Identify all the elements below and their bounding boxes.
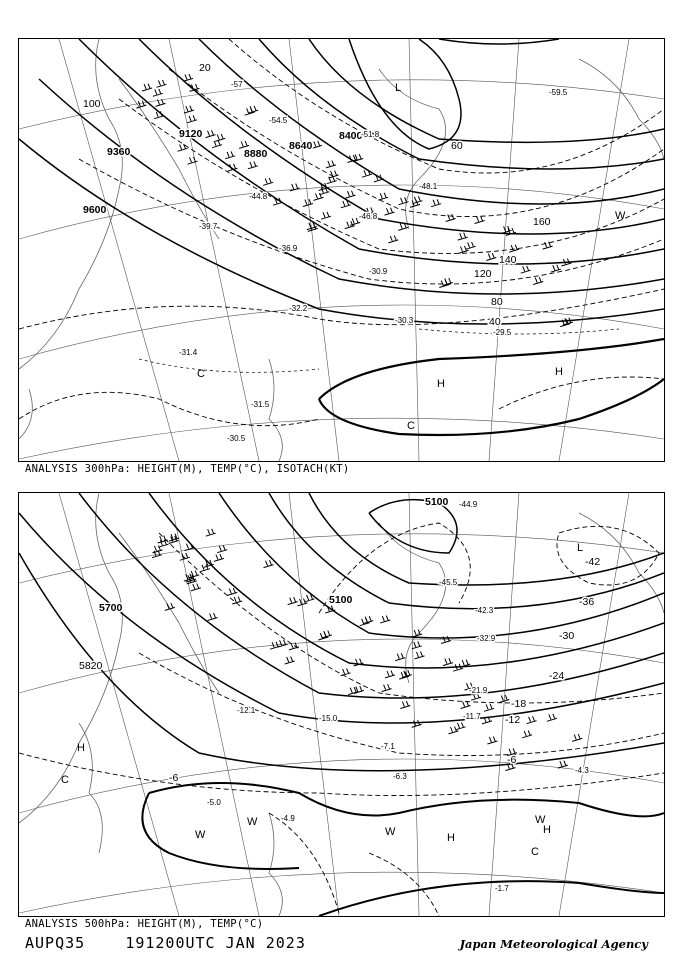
temp-label: -45.5 xyxy=(439,578,458,587)
isotherm-label: -18 xyxy=(511,698,527,710)
high-pressure-marker: H xyxy=(447,832,455,844)
wind-barb xyxy=(248,106,258,113)
wind-barb xyxy=(484,704,494,711)
temp-label: -59.5 xyxy=(549,88,568,97)
wind-barb xyxy=(153,89,163,96)
isotherms xyxy=(19,523,664,916)
isotherm-label: -30 xyxy=(559,630,575,642)
panel-caption-300hpa: ANALYSIS 300hPa: HEIGHT(M), TEMP(°C), ISOTACH(KT) xyxy=(25,463,350,475)
temp-label: -5.0 xyxy=(207,798,221,807)
cold-center-marker: C xyxy=(61,774,69,786)
isotach-label: 100 xyxy=(83,98,101,110)
temp-label: -39.7 xyxy=(199,222,218,231)
high-pressure-marker: H xyxy=(437,378,445,390)
height-label: 9600 xyxy=(83,204,107,216)
temp-label: -30.9 xyxy=(369,267,388,276)
wind-barb xyxy=(509,245,519,252)
wind-barb xyxy=(400,701,410,708)
wind-barb xyxy=(362,170,372,177)
wind-barb xyxy=(263,178,273,185)
wind-barb xyxy=(142,84,152,91)
wind-barb xyxy=(486,253,496,260)
wind-barb xyxy=(388,236,398,243)
wind-barb xyxy=(461,701,471,708)
wind-barb xyxy=(228,164,238,171)
graticule xyxy=(19,39,664,461)
high-pressure-marker: H xyxy=(543,824,551,836)
wind-barb xyxy=(264,560,274,567)
wind-barb xyxy=(208,613,218,620)
wind-barb xyxy=(188,157,198,164)
wind-barb xyxy=(321,212,331,219)
isotherm-label: -36 xyxy=(579,596,595,608)
temp-label: -57 xyxy=(231,80,243,89)
wind-barb xyxy=(443,658,453,665)
wind-barb xyxy=(446,214,456,221)
wind-barb xyxy=(410,200,420,207)
map-panel-300hpa xyxy=(18,38,665,462)
wind-barb xyxy=(456,722,466,729)
isotach-label: 120 xyxy=(474,268,492,280)
isotach-label: 60 xyxy=(451,140,463,152)
height-contours xyxy=(19,39,664,324)
temp-label: -21.9 xyxy=(469,686,488,695)
wind-barb xyxy=(158,536,168,543)
isotherm-label: -12 xyxy=(505,714,521,726)
temp-label: -15.0 xyxy=(319,714,338,723)
wind-barb xyxy=(187,115,197,122)
wind-barb xyxy=(547,714,557,721)
wind-barb xyxy=(385,671,395,678)
wind-barb xyxy=(217,545,227,552)
height-label: 5100 xyxy=(329,594,353,606)
temp-label: -54.5 xyxy=(269,116,288,125)
temp-label: -30.5 xyxy=(227,434,246,443)
wind-barb xyxy=(312,141,322,148)
height-label: 8640 xyxy=(289,140,313,152)
wind-barb xyxy=(558,761,568,768)
temp-label: -48.1 xyxy=(419,182,438,191)
temp-label: -11.7 xyxy=(463,712,481,721)
wind-barb xyxy=(412,720,422,727)
low-pressure-marker: L xyxy=(577,542,584,554)
wind-barb xyxy=(346,191,356,198)
wind-barb xyxy=(521,266,531,273)
wind-barb xyxy=(533,277,543,284)
warm-center-marker: W xyxy=(195,829,206,841)
temp-label: -1.7 xyxy=(495,884,509,893)
wind-barb xyxy=(458,233,468,240)
isotherm-label: -6 xyxy=(169,772,179,784)
warm-center-marker: W xyxy=(247,816,258,828)
warm-center-marker: W xyxy=(385,826,396,838)
wind-barb xyxy=(385,208,395,215)
isotach-label: 20 xyxy=(199,62,211,74)
map-500hpa-canvas xyxy=(19,493,664,916)
wind-barb xyxy=(184,106,194,113)
wind-barb xyxy=(395,653,405,660)
isotherms xyxy=(139,329,619,372)
panel-caption-500hpa: ANALYSIS 500hPa: HEIGHT(M), TEMP(°C) xyxy=(25,918,264,930)
wind-barb xyxy=(298,599,308,606)
height-label: 9120 xyxy=(179,128,203,140)
wind-barb xyxy=(382,684,392,691)
map-panel-500hpa xyxy=(18,492,665,917)
temp-label: -12.1 xyxy=(237,706,256,715)
temp-label: -51.8 xyxy=(361,130,380,139)
chart-code-footer xyxy=(25,934,306,952)
wind-barb xyxy=(502,226,512,233)
temp-label: -42.3 xyxy=(475,606,494,615)
wind-barb xyxy=(475,216,485,223)
wind-barb xyxy=(326,161,336,168)
wind-barb xyxy=(180,553,190,560)
wind-barb xyxy=(459,246,469,253)
height-label: 5100 xyxy=(425,496,449,508)
temp-label: -6.3 xyxy=(393,772,407,781)
isotherm-label: -6 xyxy=(507,754,517,766)
warm-center-marker: W xyxy=(615,210,626,222)
wind-barb xyxy=(157,80,167,87)
isotach-label: 40 xyxy=(489,316,501,328)
wind-barb xyxy=(522,730,532,737)
isotach-label: 160 xyxy=(533,216,551,228)
wind-barb xyxy=(487,737,497,744)
wind-barb xyxy=(212,140,222,147)
wind-barb xyxy=(225,151,235,158)
temp-label: -32.9 xyxy=(477,634,496,643)
temp-label: -46.8 xyxy=(359,212,378,221)
height-label: 5820 xyxy=(79,660,103,672)
isotach-label: 140 xyxy=(499,254,517,266)
isotherm-label: -42 xyxy=(585,556,601,568)
wind-barb xyxy=(191,584,201,591)
map-300hpa-canvas xyxy=(19,39,664,461)
high-pressure-marker: H xyxy=(77,742,85,754)
wind-barb xyxy=(431,199,441,206)
wind-barb xyxy=(248,161,258,168)
wind-barb xyxy=(412,641,422,648)
warm-center-marker: W xyxy=(535,814,546,826)
chart-datetime: 191200UTC JAN 2023 xyxy=(125,934,306,952)
wind-barb xyxy=(449,727,459,734)
wind-barb xyxy=(206,529,216,536)
agency-credit: Japan Meteorological Agency xyxy=(459,937,648,951)
cold-center-marker: C xyxy=(197,368,205,380)
wind-barb xyxy=(288,597,298,604)
wind-barb xyxy=(183,74,193,81)
wind-barb xyxy=(285,657,295,664)
chart-code: AUPQ35 xyxy=(25,934,86,952)
wind-barb xyxy=(215,134,225,141)
wind-barb xyxy=(415,652,425,659)
cold-center-marker: C xyxy=(407,420,415,432)
height-label: 9360 xyxy=(107,146,131,158)
wind-barb xyxy=(214,554,224,561)
temp-label: -31.5 xyxy=(251,400,270,409)
wind-barb xyxy=(466,242,476,249)
wind-barb xyxy=(443,278,453,285)
temp-label: -44.9 xyxy=(459,500,478,509)
height-label: 8880 xyxy=(244,148,268,160)
temp-label: -44.8 xyxy=(249,192,268,201)
wind-barb xyxy=(227,588,237,595)
wind-barb xyxy=(551,265,561,272)
temp-label: -30.3 xyxy=(395,316,414,325)
temp-label: -4.9 xyxy=(281,814,295,823)
wind-barb xyxy=(165,603,175,610)
coastlines xyxy=(19,39,664,461)
wind-barb xyxy=(363,616,373,623)
temp-label: -36.9 xyxy=(279,244,298,253)
high-pressure-marker: H xyxy=(555,366,563,378)
temp-label: -7.1 xyxy=(381,742,395,751)
wind-barb xyxy=(178,144,188,151)
wind-barb xyxy=(206,130,216,137)
wind-barbs xyxy=(152,529,582,771)
height-label: 5700 xyxy=(99,602,123,614)
wind-barb xyxy=(572,734,582,741)
temp-label: -4.3 xyxy=(575,766,589,775)
temp-label: -31.4 xyxy=(179,348,198,357)
wind-barb xyxy=(527,716,537,723)
temp-label: -32.2 xyxy=(289,304,308,313)
temp-label: -29.5 xyxy=(493,328,512,337)
low-pressure-marker: L xyxy=(395,82,402,94)
isotherm-label: -24 xyxy=(549,670,565,682)
wind-barb xyxy=(378,193,388,200)
cold-center-marker: C xyxy=(531,846,539,858)
wind-barb xyxy=(322,631,332,638)
height-label: 8400 xyxy=(339,130,363,142)
wind-barb xyxy=(543,242,553,249)
wind-barb xyxy=(380,616,390,623)
isotach-label: 80 xyxy=(491,296,503,308)
